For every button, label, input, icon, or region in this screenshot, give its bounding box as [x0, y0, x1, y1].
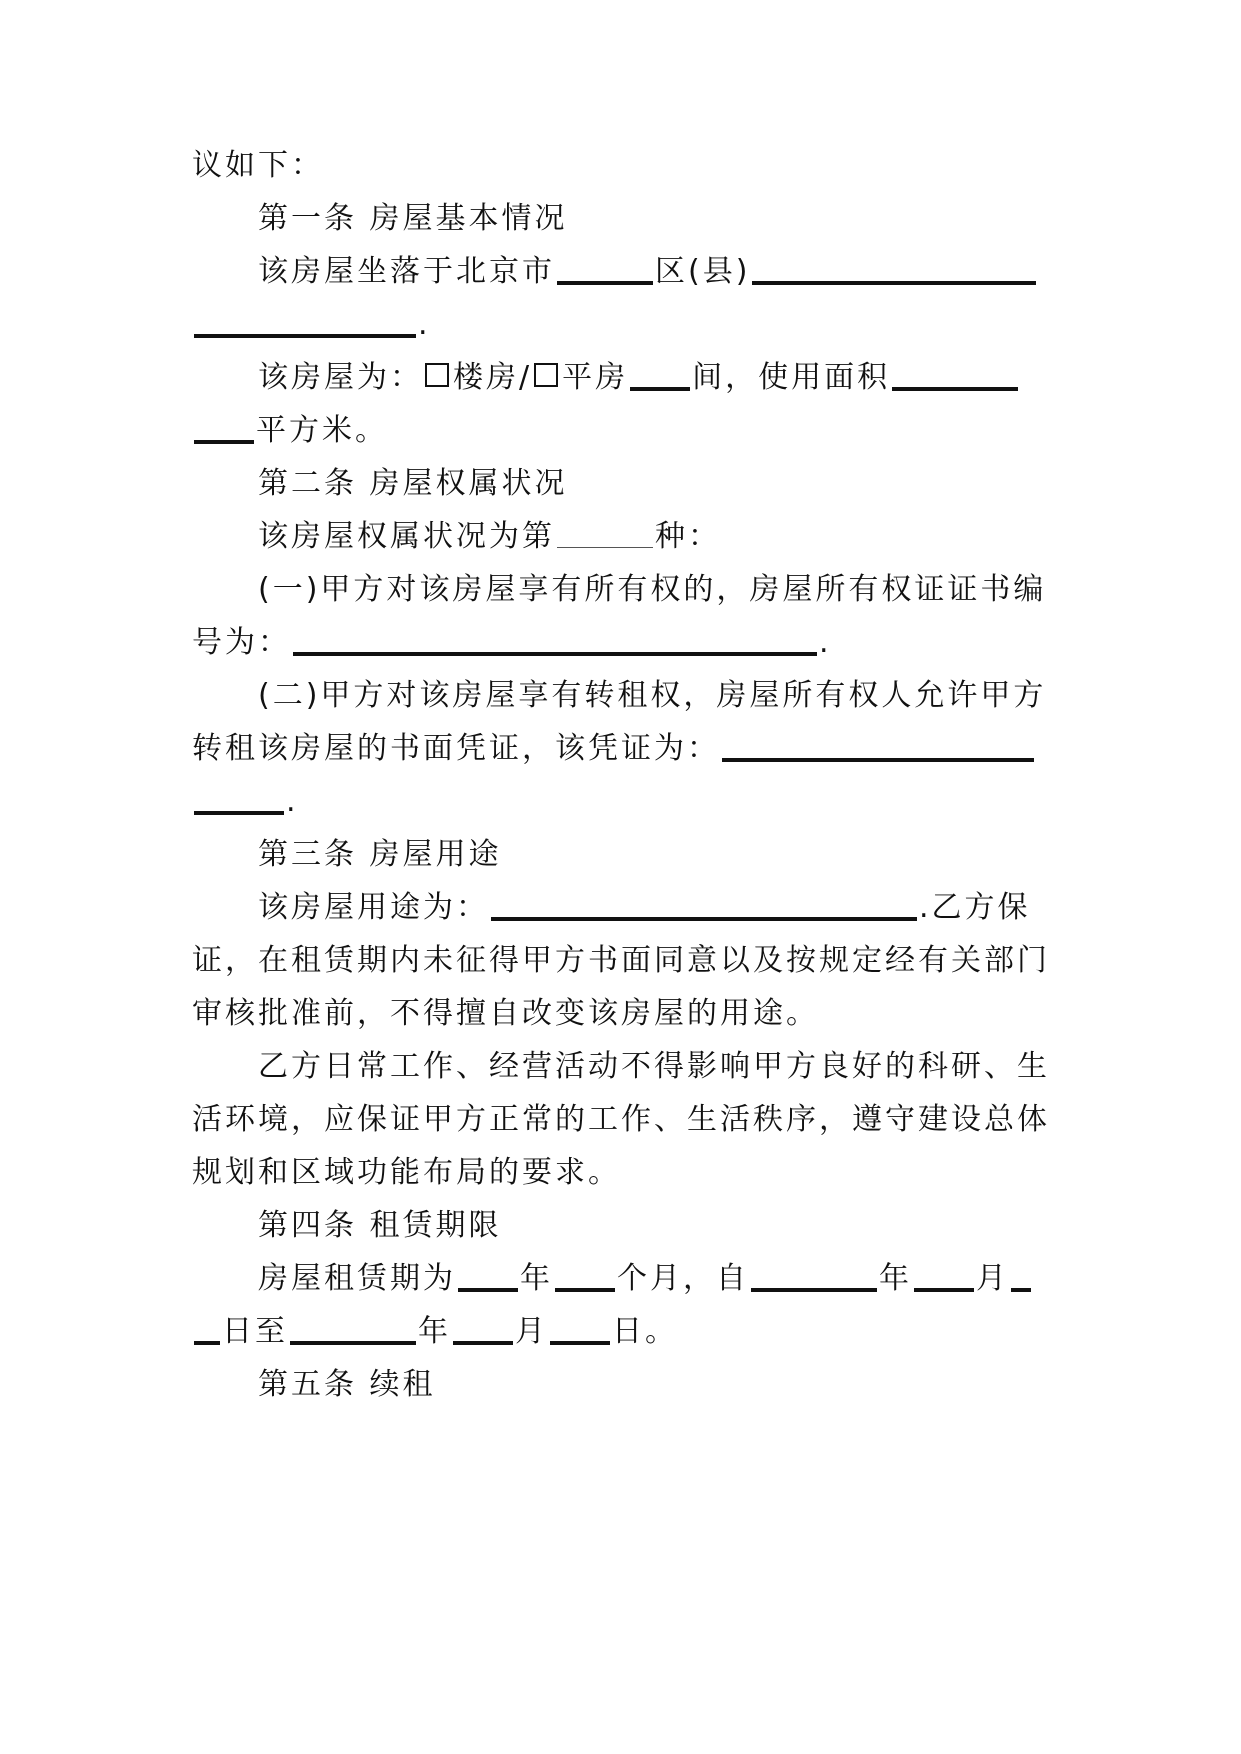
text: 个月，自 — [617, 1261, 749, 1296]
article-5-title — [258, 1365, 436, 1405]
heading: 第一条 房屋基本情况 — [258, 201, 568, 236]
heading: 第二条 房屋权属状况 — [258, 466, 568, 501]
text: 号为： — [192, 625, 291, 660]
fill-blank[interactable] — [914, 1287, 974, 1292]
fill-blank[interactable] — [194, 333, 416, 338]
text-line — [192, 411, 388, 451]
text: 区(县) — [655, 254, 751, 289]
text: 该房屋坐落于北京市 — [258, 254, 555, 289]
text-line — [192, 994, 819, 1034]
text: 日。 — [612, 1314, 678, 1349]
text: 月 — [515, 1314, 548, 1349]
text-line — [192, 623, 832, 663]
text: 该房屋权属状况为第 — [258, 519, 555, 554]
text: 乙方日常工作、经营活动不得影响甲方良好的科研、生 — [258, 1049, 1050, 1084]
fill-blank[interactable] — [630, 386, 690, 391]
text: 规划和区域功能布局的要求。 — [192, 1155, 621, 1190]
text-line — [192, 146, 324, 186]
fill-blank[interactable] — [752, 280, 1036, 285]
text: 年 — [879, 1261, 912, 1296]
text: 间，使用面积 — [692, 360, 891, 395]
checkbox-building[interactable] — [425, 363, 449, 387]
text: 该房屋为： — [258, 360, 423, 395]
text-line — [258, 252, 1038, 292]
text: (二)甲方对该房屋享有转租权，房屋所有权人允许甲方 — [258, 678, 1047, 713]
text-line — [258, 517, 721, 557]
fill-blank[interactable] — [751, 1287, 877, 1292]
fill-blank[interactable] — [555, 1287, 615, 1292]
text: (一)甲方对该房屋享有所有权的，房屋所有权证证书编 — [258, 572, 1047, 607]
text: . — [286, 784, 299, 819]
text-line — [258, 1259, 1033, 1299]
text: 审核批准前，不得擅自改变该房屋的用途。 — [192, 996, 819, 1031]
article-4-title — [258, 1206, 502, 1246]
text: 种： — [655, 519, 721, 554]
text: 平房 — [562, 360, 629, 395]
fill-blank[interactable] — [194, 439, 254, 444]
text-line — [258, 570, 1046, 610]
text: . — [819, 625, 832, 660]
text: . — [418, 307, 431, 342]
text: 楼房/ — [453, 360, 533, 395]
text-line — [192, 1153, 621, 1193]
text: 月 — [976, 1261, 1009, 1296]
checkbox-bungalow[interactable] — [534, 363, 558, 387]
text-line — [192, 782, 299, 822]
fill-blank[interactable] — [557, 546, 653, 548]
text: 年 — [418, 1314, 451, 1349]
fill-blank[interactable] — [453, 1340, 513, 1345]
text: 议如下： — [192, 148, 324, 183]
text-line — [192, 1100, 1050, 1140]
fill-blank[interactable] — [458, 1287, 518, 1292]
text: .乙方保 — [919, 890, 1031, 925]
fill-blank[interactable] — [1011, 1287, 1031, 1292]
fill-blank[interactable] — [491, 916, 917, 921]
text: 证，在租赁期内未征得甲方书面同意以及按规定经有关部门 — [192, 943, 1050, 978]
fill-blank[interactable] — [194, 810, 284, 815]
text: 该房屋用途为： — [258, 890, 489, 925]
article-3-title — [258, 835, 502, 875]
text: 活环境，应保证甲方正常的工作、生活秩序，遵守建设总体 — [192, 1102, 1050, 1137]
heading: 第四条 租赁期限 — [258, 1208, 502, 1243]
fill-blank[interactable] — [290, 1340, 416, 1345]
text: 年 — [520, 1261, 553, 1296]
fill-blank[interactable] — [194, 1340, 220, 1345]
text-line — [258, 676, 1046, 716]
fill-blank[interactable] — [557, 280, 653, 285]
text: 平方米。 — [256, 413, 388, 448]
text-line — [258, 358, 1020, 398]
article-1-title — [258, 199, 568, 239]
fill-blank[interactable] — [722, 757, 1034, 762]
text: 转租该房屋的书面凭证，该凭证为： — [192, 731, 720, 766]
heading: 第三条 房屋用途 — [258, 837, 502, 872]
text-line — [192, 941, 1050, 981]
text-line — [258, 1047, 1050, 1087]
text: 日至 — [222, 1314, 288, 1349]
text: 房屋租赁期为 — [258, 1261, 456, 1296]
text-line — [192, 305, 431, 345]
text-line — [192, 729, 1036, 769]
text-line — [258, 888, 1031, 928]
fill-blank[interactable] — [293, 651, 817, 656]
fill-blank[interactable] — [550, 1340, 610, 1345]
article-2-title — [258, 464, 568, 504]
heading: 第五条 续租 — [258, 1367, 436, 1402]
fill-blank[interactable] — [892, 386, 1018, 391]
text-line — [192, 1312, 678, 1352]
